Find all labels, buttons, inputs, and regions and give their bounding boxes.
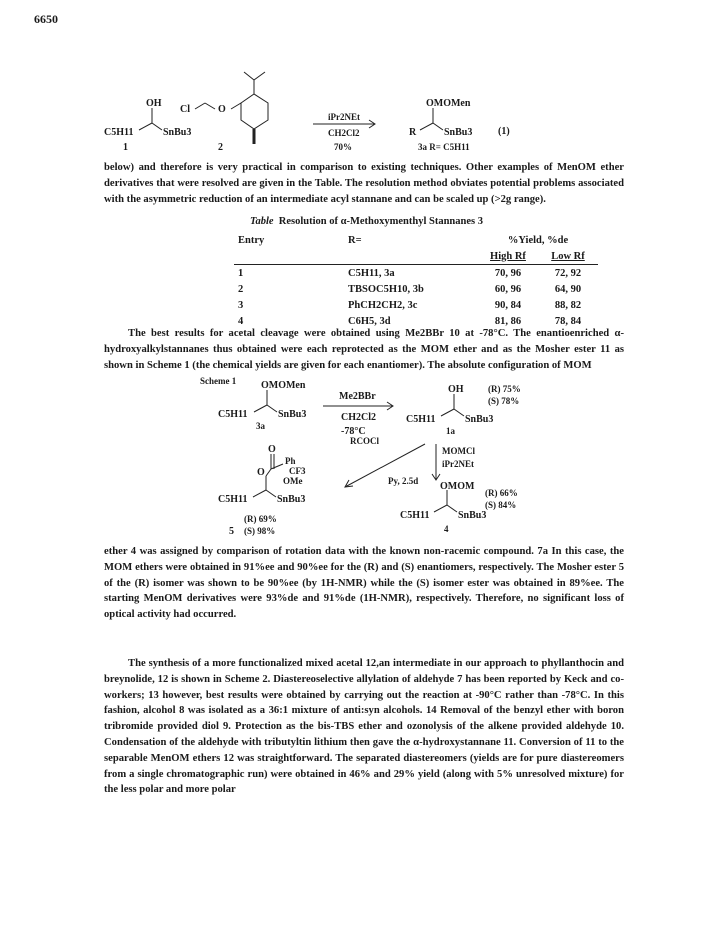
cell-entry: 4	[238, 315, 244, 327]
s1a-oh: OH	[448, 384, 464, 395]
s1a-yield-r: (R) 75%	[488, 384, 521, 394]
s5-yield-s: (S) 98%	[244, 526, 276, 536]
product-r: R	[409, 127, 417, 138]
product-omomen: OMOMen	[426, 98, 471, 109]
cell-low-rf: 78, 84	[554, 315, 582, 327]
paragraph-3: ether 4 was assigned by comparison of rotation data with the known non-racemic compound. 7a In this case, the MOM ethers were obtained in 91%ee and 90%ee for the (R) and (S) enantiomers, respectively. The Mosher ester 5 of the (R) isomer was shown to be 90%ee (by 1H-NMR) while the (S) isomer ester was obtained in 89%ee. The starting MenOM derivatives were 93%de and 91%de (1H-NMR), respectively. Therefore, no significant loss of optical activity had occurred.	[104, 546, 624, 621]
scheme-title: Scheme 1	[200, 376, 237, 386]
arrow2-reagent: MOMCl	[442, 446, 475, 456]
s4-yield-r: (R) 66%	[485, 488, 518, 498]
eq1-arrow-yield: 70%	[334, 142, 352, 152]
table-row	[234, 281, 598, 297]
cell-low-rf: 72, 92	[554, 267, 582, 279]
paragraph-1: below) and therefore is very practical in comparison to existing techniques. Other examples of MenOM ether derivatives that were resolved are given in the Table. The resolution method obviates potential problems associated with the asymmetric reduction of an intermediate acyl stannane and can be scaled up (>2g range).	[104, 162, 624, 205]
arrow3-reagent: RCOCl	[350, 436, 379, 446]
col-entry: Entry	[238, 234, 265, 246]
s4-yield-s: (S) 84%	[485, 500, 517, 510]
s5-cf3: CF3	[289, 466, 306, 476]
table-header-row	[234, 232, 598, 248]
r1-alkyl: C5H11	[104, 127, 134, 138]
cell-high-rf: 81, 86	[494, 315, 522, 327]
r1-number: 1	[123, 142, 128, 153]
table-row	[234, 265, 598, 282]
s1a-stannyl: SnBu3	[465, 414, 494, 425]
s4-number: 4	[444, 524, 449, 534]
arrow2-base: iPr2NEt	[442, 459, 474, 469]
cell-high-rf: 60, 96	[494, 283, 522, 295]
r2-number: 2	[218, 142, 223, 153]
table-subheader-row	[234, 248, 598, 265]
product-label: 3a R= C5H11	[418, 142, 470, 152]
s1a-alkyl: C5H11	[406, 414, 436, 425]
s5-carbonyl-o: O	[268, 444, 276, 455]
arrow1-reagent: Me2BBr	[339, 391, 376, 402]
s3a-stannyl: SnBu3	[278, 409, 307, 420]
paragraph-4: The synthesis of a more functionalized mixed acetal 12,an intermediate in our approach to phyllanthocin and breynolide, 12 is shown in Scheme 2. Diastereoselective allylation of aldehyde 7 has been reported by Keck and co-workers; 13 however, best results were obtained by carrying out the reaction at -90°C rather than -78°C. In this fashion, alcohol 8 was isolated as a 36:1 mixture of anti:syn alcohols. 14 Removal of the benzyl ether with boron tribromide provided diol 9. Protection as the bis-TBS ether and ozonolysis of the alkene provided aldehyde 10. Condensation of the aldehyde with tributyltin lithium then gave the α-hydroxystannane 11. Conversion of 11 to the separable MenOM ethers 12 was straightforward. The separated diastereomers (yields are for pure diastereomers from a single chromatographic run) were obtained in 46% and 29% yield (along with 5% unresolved mixture) for the less polar and more polar	[104, 658, 624, 796]
r2-oxygen: O	[218, 104, 226, 115]
cell-low-rf: 88, 82	[554, 299, 582, 311]
cell-entry: 2	[238, 283, 244, 295]
cell-r: TBSOC5H10, 3b	[348, 283, 424, 295]
col-r: R=	[348, 234, 362, 246]
s5-number: 5	[229, 526, 234, 537]
s5-stannyl: SnBu3	[277, 494, 306, 505]
s4-alkyl: C5H11	[400, 510, 430, 521]
table-caption	[250, 216, 483, 227]
s5-ome: OMe	[283, 476, 303, 486]
s5-alkyl: C5H11	[218, 494, 248, 505]
r1-oh: OH	[146, 98, 162, 109]
table-caption-label: Table	[250, 216, 274, 227]
arrow3-conditions: Py, 2.5d	[388, 476, 419, 486]
s3a-alkyl: C5H11	[218, 409, 248, 420]
col-yield: %Yield, %de	[507, 234, 569, 246]
s5-phenyl: Ph	[285, 456, 296, 466]
r1-stannyl: SnBu3	[163, 127, 192, 138]
eq1-arrow-reagent: iPr2NEt	[328, 112, 360, 122]
equation-number: (1)	[498, 126, 510, 137]
s1a-number: 1a	[446, 426, 455, 436]
s3a-number: 3a	[256, 421, 265, 431]
arrow1-solvent: CH2Cl2	[341, 412, 376, 423]
page-number: 6650	[34, 12, 58, 26]
scheme-1	[0, 372, 711, 540]
table-caption-text: Resolution of α-Methoxymenthyl Stannanes 3	[278, 216, 483, 227]
s3a-omomen: OMOMen	[261, 380, 306, 391]
table-row	[234, 297, 598, 313]
cell-low-rf: 64, 90	[554, 283, 582, 295]
arrow1-temp: -78°C	[341, 426, 366, 437]
s5-ester-o: O	[257, 467, 265, 478]
cell-high-rf: 90, 84	[494, 299, 522, 311]
s5-yield-r: (R) 69%	[244, 514, 277, 524]
cell-r: C6H5, 3d	[348, 315, 391, 327]
equation-1-scheme	[0, 0, 711, 170]
s4-omom: OMOM	[440, 481, 475, 492]
s1a-yield-s: (S) 78%	[488, 396, 520, 406]
subcol-low-rf: Low Rf	[538, 248, 598, 265]
eq1-arrow-solvent: CH2Cl2	[328, 128, 360, 138]
paragraph-2: The best results for acetal cleavage were obtained using Me2BBr 10 at -78°C. The enantioenriched α-hydroxyalkylstannanes thus obtained were each reprotected as the MOM ether and as the Mosher ester 11 as shown in Scheme 1 (the chemical yields are given for each enantiomer). The absolute configuration of MOM	[104, 328, 624, 371]
subcol-high-rf: High Rf	[478, 248, 538, 265]
product-stannyl: SnBu3	[444, 127, 473, 138]
s4-stannyl: SnBu3	[458, 510, 487, 521]
cell-entry: 3	[238, 299, 244, 311]
r2-cl: Cl	[180, 104, 190, 115]
resolution-table	[234, 232, 598, 329]
cell-r: C5H11, 3a	[348, 267, 395, 279]
cell-high-rf: 70, 96	[494, 267, 522, 279]
cell-r: PhCH2CH2, 3c	[348, 299, 418, 311]
cell-entry: 1	[238, 267, 244, 279]
